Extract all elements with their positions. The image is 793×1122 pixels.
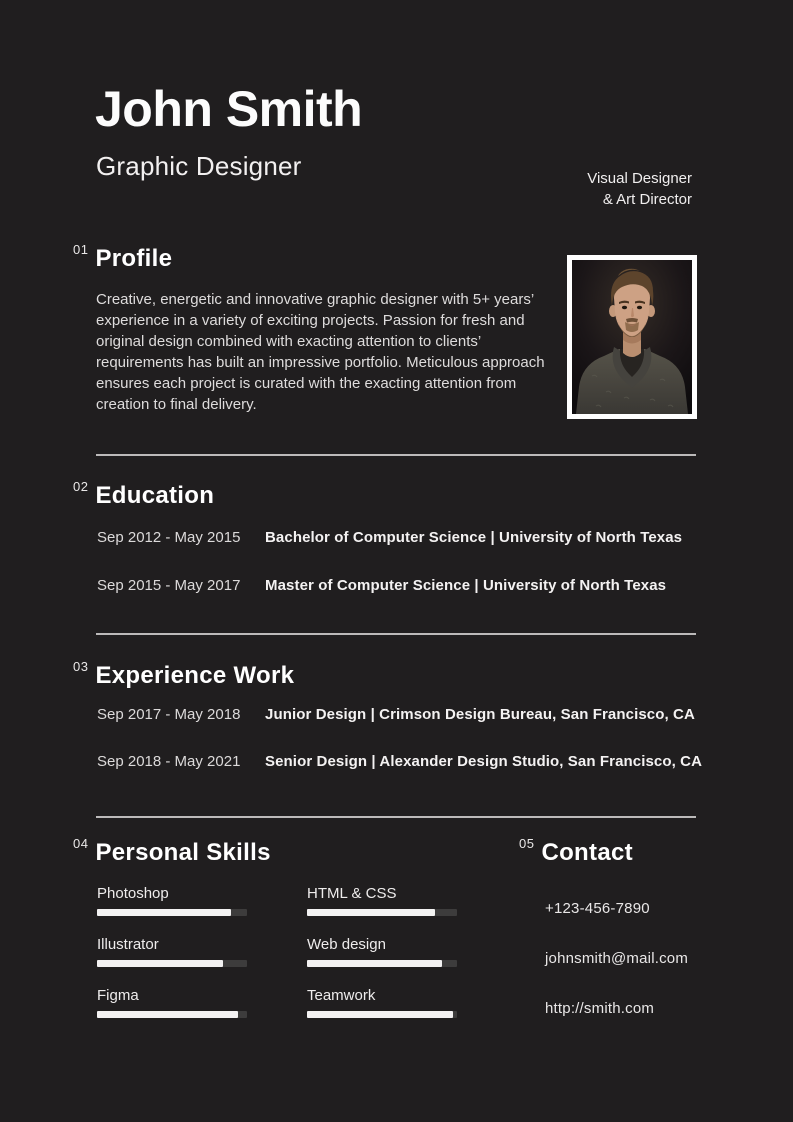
tagline-line-2: & Art Director	[602, 191, 692, 208]
skill-label: Web design	[307, 936, 386, 953]
profile-paragraph: Creative, energetic and innovative graphic designer with 5+ years’ experience in a variety of exciting projects. Passion for fresh and original design combined with exacting attention to clients’ requirements has built an impressive portfolio. Meticulous approach ensures each project is curated with the exacting attention from creation to final delivery.	[96, 291, 545, 413]
contact-phone: +123-456-7890	[545, 900, 650, 917]
section-title-profile: Profile	[95, 245, 173, 272]
skill-bar-track	[307, 1011, 457, 1018]
experience-detail: Senior Design | Alexander Design Studio, San Francisco, CA	[265, 753, 703, 770]
education-dates: Sep 2012 - May 2015	[97, 529, 241, 546]
skill-item	[307, 936, 457, 967]
skill-bar-fill	[97, 960, 223, 967]
skill-item	[97, 987, 247, 1018]
skill-bar-track	[307, 909, 457, 916]
skill-item	[307, 987, 457, 1018]
skill-bar-fill	[307, 909, 435, 916]
education-row	[97, 577, 666, 595]
tagline	[587, 168, 692, 210]
skill-label: Photoshop	[97, 885, 169, 902]
section-profile-heading	[73, 243, 172, 272]
skill-item	[97, 936, 247, 967]
education-row	[97, 529, 682, 547]
divider	[96, 633, 696, 635]
skill-bar-track	[307, 960, 457, 967]
section-number: 02	[73, 479, 89, 494]
experience-dates: Sep 2017 - May 2018	[97, 706, 241, 723]
contact-email: johnsmith@mail.com	[545, 950, 689, 967]
education-dates: Sep 2015 - May 2017	[97, 577, 241, 594]
experience-dates: Sep 2018 - May 2021	[97, 753, 241, 770]
skill-label: Figma	[97, 987, 139, 1004]
section-experience-heading	[73, 660, 294, 689]
tagline-line-1: Visual Designer	[587, 170, 692, 187]
divider	[96, 816, 696, 818]
skill-bar-fill	[307, 960, 442, 967]
section-title-skills: Personal Skills	[95, 839, 271, 866]
skill-bar-track	[97, 909, 247, 916]
experience-row	[97, 706, 695, 724]
skill-bar-track	[97, 1011, 247, 1018]
experience-detail: Junior Design | Crimson Design Bureau, San Francisco, CA	[265, 706, 695, 723]
education-detail: Bachelor of Computer Science | University of North Texas	[265, 529, 683, 546]
section-title-contact: Contact	[541, 839, 633, 866]
section-number: 04	[73, 836, 89, 851]
section-number: 01	[73, 242, 89, 257]
skill-bar-fill	[97, 909, 231, 916]
skill-item	[307, 885, 457, 916]
skill-label: Teamwork	[307, 987, 376, 1004]
skill-bar-fill	[97, 1011, 238, 1018]
experience-row	[97, 753, 702, 771]
skill-bar-fill	[307, 1011, 453, 1018]
section-title-education: Education	[95, 482, 215, 509]
skill-bar-track	[97, 960, 247, 967]
portrait-photo	[567, 255, 697, 419]
section-contact-heading	[519, 837, 633, 866]
section-number: 05	[519, 836, 535, 851]
contact-website: http://smith.com	[545, 1000, 655, 1017]
skill-label: HTML & CSS	[307, 885, 397, 902]
section-title-experience: Experience Work	[95, 662, 295, 689]
education-detail: Master of Computer Science | University of North Texas	[265, 577, 667, 594]
portrait-illustration	[572, 260, 692, 414]
divider	[96, 454, 696, 456]
skill-label: Illustrator	[97, 936, 159, 953]
section-number: 03	[73, 659, 89, 674]
skill-item	[97, 885, 247, 916]
person-role: Graphic Designer	[96, 151, 302, 181]
section-education-heading	[73, 480, 214, 509]
person-name: John Smith	[95, 81, 363, 137]
section-skills-heading	[73, 837, 271, 866]
